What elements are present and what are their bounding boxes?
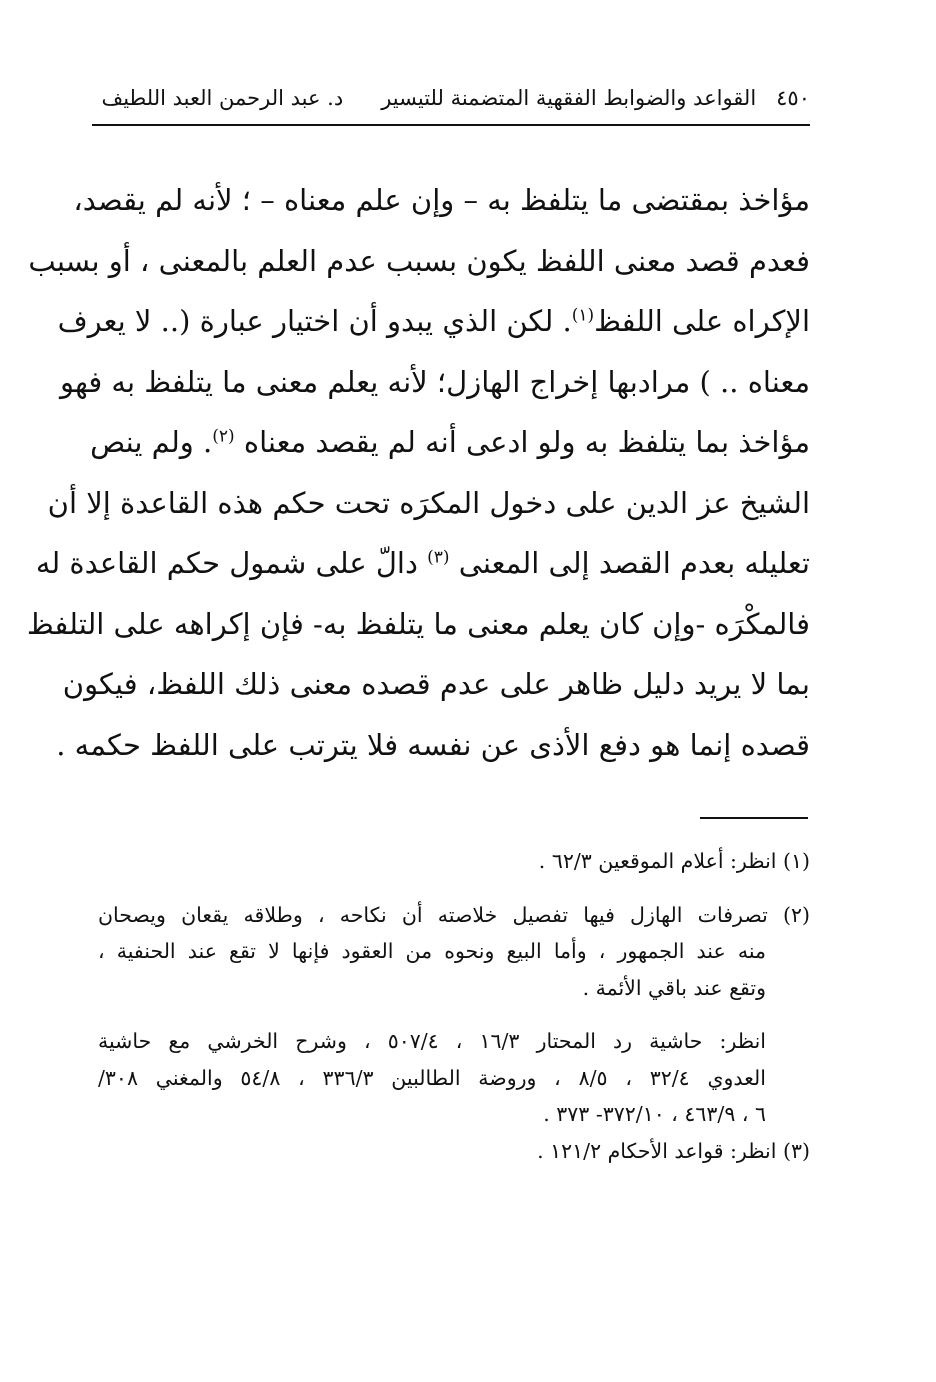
footnote-mark[interactable]: (١) (571, 305, 595, 326)
running-header (92, 78, 810, 118)
footnote-mark[interactable]: (٢) (212, 426, 235, 447)
footnote-3: (٣) انظر: قواعد الأحكام ١٢١/٢ . (537, 1138, 810, 1163)
body-text-segment: دالّ على شمول حكم القاعدة له (35, 546, 418, 580)
footnote-2-refs-line: انظر: حاشية رد المحتار ١٦/٣ ، ٥٠٧/٤ ، وشرح الخرشي مع حاشية (98, 1029, 766, 1053)
body-line: فالمكْرَه -وإن كان يعلم معنى ما يتلفظ به- فإن إكراهه على التلفظ (26, 606, 810, 641)
body-text-segment: . ولم ينص (90, 425, 213, 459)
body-line: قصده إنما هو دفع الأذى عن نفسه فلا يترتب على اللفظ حكمه . (56, 727, 810, 762)
footnotes (98, 843, 810, 1169)
body-line: فعدم قصد معنى اللفظ يكون بسبب عدم العلم بالمعنى ، أو بسبب (28, 243, 810, 278)
footnote-2-line: منه عند الجمهور ، وأما البيع ونحوه من العقود فإنها لا تقع عند الحنفية ، (98, 939, 766, 963)
body-text-segment: تعليله بعدم القصد إلى المعنى (458, 546, 810, 580)
author-name: د. عبد الرحمن العبد اللطيف (101, 86, 344, 110)
footnote-2-refs-line: ٦ ، ٤٦٣/٩ ، ٣٧٢/١٠- ٣٧٣ . (543, 1102, 766, 1126)
body-line (90, 412, 810, 473)
footnote-separator (700, 817, 808, 819)
footnote-2-refs-line: العدوي ٣٢/٤ ، ٨/٥ ، وروضة الطالبين ٣٣٦/٣ ، ٥٤/٨ والمغني ٣٠٨/ (98, 1065, 766, 1090)
footnote-2-line: (٢) تصرفات الهازل فيها تفصيل خلاصته أن نكاحه ، وطلاقه يقعان ويصحان (98, 902, 810, 927)
body-line: مؤاخذ بمقتضى ما يتلفظ به – وإن علم معناه – ؛ لأنه لم يقصد، (73, 183, 810, 217)
body-line: الشيخ عز الدين على دخول المكرَه تحت حكم هذه القاعدة إلا أن (47, 485, 810, 520)
body-line (35, 533, 810, 594)
body-line: بما لا يريد دليل ظاهر على عدم قصده معنى ذلك اللفظ، فيكون (62, 667, 810, 701)
footnote-2-line: وتقع عند باقي الأئمة . (582, 975, 766, 1000)
body-text (26, 170, 810, 775)
footnote-mark[interactable]: (٣) (427, 547, 450, 568)
book-title: القواعد والضوابط الفقهية المتضمنة للتيسير (381, 86, 757, 110)
body-text-segment: . لكن الذي يبدو أن اختيار عبارة (.. لا يعرف (57, 304, 572, 338)
body-text-segment: الإكراه على اللفظ (594, 304, 810, 338)
footnote-gap (98, 880, 810, 897)
footnote-1: (١) انظر: أعلام الموقعين ٦٢/٣ . (538, 849, 810, 873)
footnote-gap (98, 1006, 810, 1023)
body-text-segment: مؤاخذ بما يتلفظ به ولو ادعى أنه لم يقصد معناه (243, 425, 810, 459)
body-line (57, 291, 810, 352)
page-number: ٤٥٠ (776, 86, 810, 110)
body-line: معناه .. ) مرادبها إخراج الهازل؛ لأنه يعلم معنى ما يتلفظ به فهو (60, 364, 810, 399)
header-rule (92, 124, 810, 126)
